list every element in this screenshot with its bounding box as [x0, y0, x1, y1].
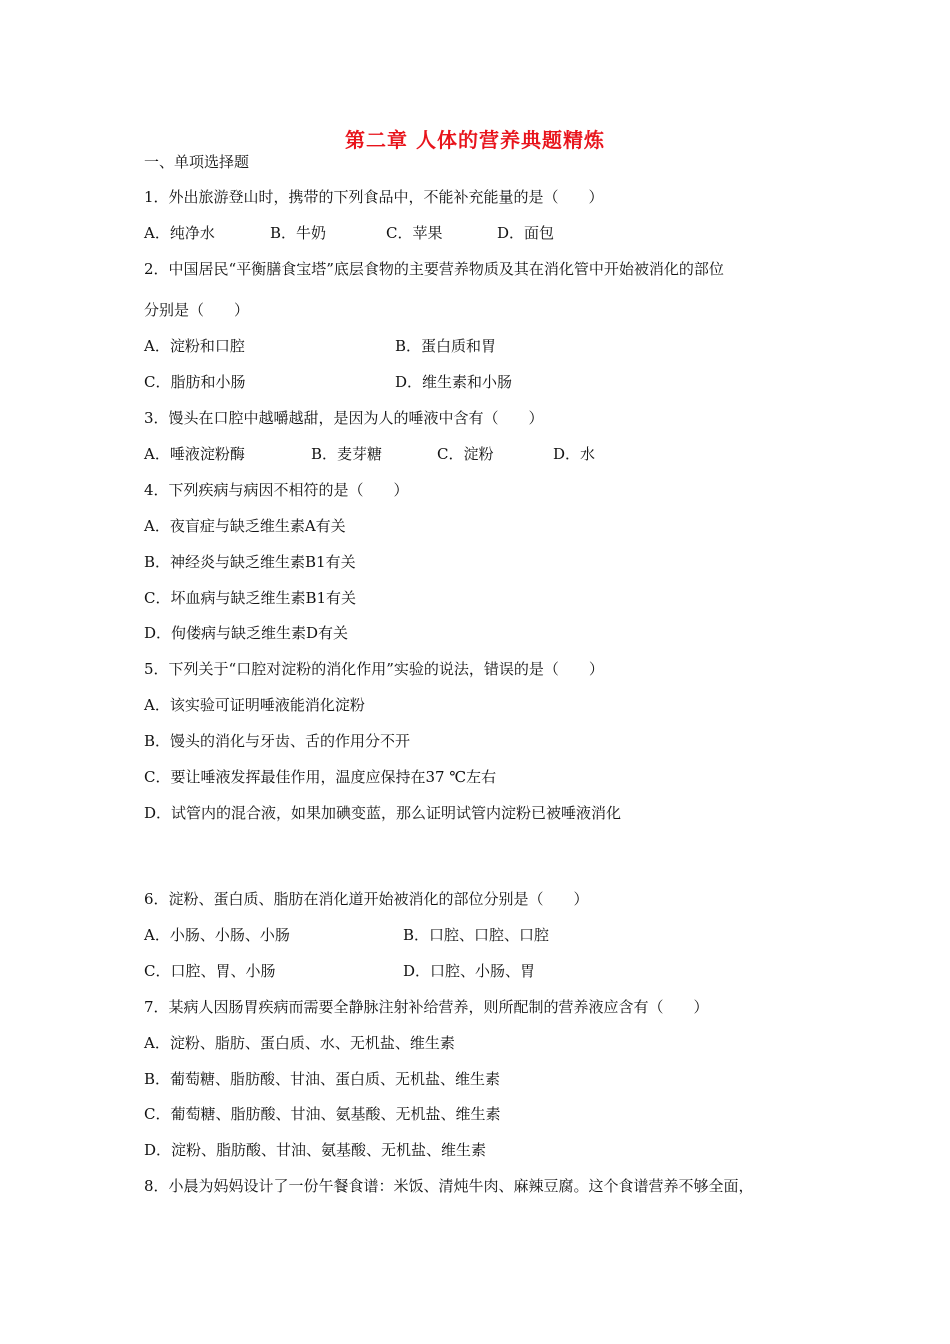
question-3-stem: 3．馒头在口腔中越嚼越甜，是因为人的唾液中含有（ ）	[144, 409, 544, 427]
question-2-option-b: B．蛋白质和胃	[395, 337, 497, 355]
question-6-option-c: C．口腔、胃、小肠	[144, 962, 276, 980]
question-5-option-b: B．馒头的消化与牙齿、舌的作用分不开	[144, 732, 411, 750]
question-7-option-d: D．淀粉、脂肪酸、甘油、氨基酸、无机盐、维生素	[144, 1141, 487, 1159]
question-7-stem: 7．某病人因肠胃疾病而需要全静脉注射补给营养，则所配制的营养液应含有（ ）	[144, 998, 709, 1016]
question-2-stem-line2: 分别是（ ）	[144, 301, 250, 319]
question-2-option-c: C．脂肪和小肠	[144, 373, 246, 391]
question-1-option-c: C．苹果	[386, 224, 443, 242]
question-3-option-c: C．淀粉	[437, 445, 494, 463]
question-5-stem: 5．下列关于“口腔对淀粉的消化作用”实验的说法，错误的是（ ）	[144, 660, 604, 678]
question-6-option-b: B．口腔、口腔、口腔	[403, 926, 550, 944]
question-5-option-a: A．该实验可证明唾液能消化淀粉	[144, 696, 365, 714]
question-1-option-d: D．面包	[497, 224, 555, 242]
question-3-option-d: D．水	[553, 445, 596, 463]
question-5-option-c: C．要让唾液发挥最佳作用，温度应保持在37 ℃左右	[144, 768, 497, 786]
question-3-option-a: A．唾液淀粉酶	[144, 445, 245, 463]
question-6-stem: 6．淀粉、蛋白质、脂肪在消化道开始被消化的部位分别是（ ）	[144, 890, 589, 908]
question-4-option-a: A．夜盲症与缺乏维生素A有关	[144, 517, 346, 535]
question-1-stem: 1．外出旅游登山时，携带的下列食品中，不能补充能量的是（ ）	[144, 188, 604, 206]
question-3-option-b: B．麦芽糖	[311, 445, 383, 463]
question-4-option-d: D．佝偻病与缺乏维生素D有关	[144, 624, 349, 642]
question-6-option-d: D．口腔、小肠、胃	[403, 962, 536, 980]
page-title: 第二章 人体的营养典题精炼	[345, 128, 605, 152]
question-5-option-d: D．试管内的混合液，如果加碘变蓝，那么证明试管内淀粉已被唾液消化	[144, 804, 622, 822]
question-1-option-a: A．纯净水	[144, 224, 215, 242]
question-6-option-a: A．小肠、小肠、小肠	[144, 926, 290, 944]
question-8-stem: 8．小晨为妈妈设计了一份午餐食谱：米饭、清炖牛肉、麻辣豆腐。这个食谱营养不够全面，	[144, 1177, 754, 1195]
question-4-stem: 4．下列疾病与病因不相符的是（ ）	[144, 481, 409, 499]
question-2-stem-line1: 2．中国居民“平衡膳食宝塔”底层食物的主要营养物质及其在消化管中开始被消化的部位	[144, 260, 724, 278]
question-1-option-b: B．牛奶	[270, 224, 327, 242]
question-2-option-d: D．维生素和小肠	[395, 373, 513, 391]
question-4-option-c: C．坏血病与缺乏维生素B1有关	[144, 589, 357, 607]
question-7-option-a: A．淀粉、脂肪、蛋白质、水、无机盐、维生素	[144, 1034, 455, 1052]
question-2-option-a: A．淀粉和口腔	[144, 337, 245, 355]
question-7-option-b: B．葡萄糖、脂肪酸、甘油、蛋白质、无机盐、维生素	[144, 1070, 501, 1088]
question-7-option-c: C．葡萄糖、脂肪酸、甘油、氨基酸、无机盐、维生素	[144, 1105, 501, 1123]
section-heading: 一、单项选择题	[144, 153, 250, 171]
question-4-option-b: B．神经炎与缺乏维生素B1有关	[144, 553, 356, 571]
